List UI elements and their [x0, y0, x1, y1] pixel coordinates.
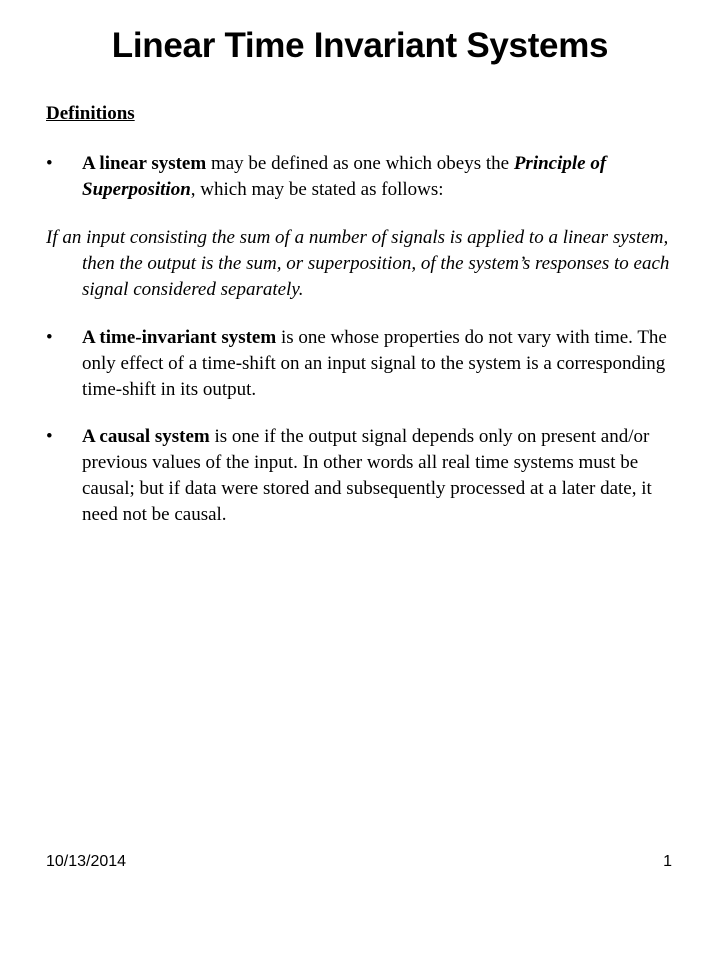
- bullet-marker: •: [46, 426, 53, 447]
- term-linear-system: A linear system: [82, 153, 207, 174]
- term-causal-system: A causal system: [82, 426, 210, 447]
- section-heading-definitions: Definitions: [46, 103, 135, 124]
- definition-text: [82, 424, 682, 528]
- bullet-marker: •: [46, 153, 53, 174]
- bullet-marker: •: [46, 327, 53, 348]
- footer-page-number: 1: [663, 853, 672, 870]
- page-title: Linear Time Invariant Systems: [111, 26, 609, 65]
- definition-body: is one if the output signal depends only on present and/or previous values of the input. In other words all real time systems must be causal; but if data were stored and subsequently processed at a later date, it need not be causal.: [82, 426, 652, 525]
- definition-text: [82, 325, 682, 403]
- footer-date: 10/13/2014: [46, 853, 127, 870]
- term-principle-of-superposition: Principle of Superposition: [82, 153, 607, 200]
- definition-text-before: may be defined as one which obeys the: [206, 153, 514, 174]
- principle-statement: If an input consisting the sum of a number of signals is applied to a linear system, then the output is the sum, or superposition, of the system’s responses to each signal considered separately.: [46, 227, 670, 300]
- definition-text-after: , which may be stated as follows:: [190, 179, 444, 200]
- term-time-invariant-system: A time-invariant system: [82, 327, 277, 348]
- definition-body: is one whose properties do not vary with time. The only effect of a time-shift on an input signal to the system is a corresponding time-shift in its output.: [82, 327, 667, 400]
- definition-text: [82, 151, 682, 203]
